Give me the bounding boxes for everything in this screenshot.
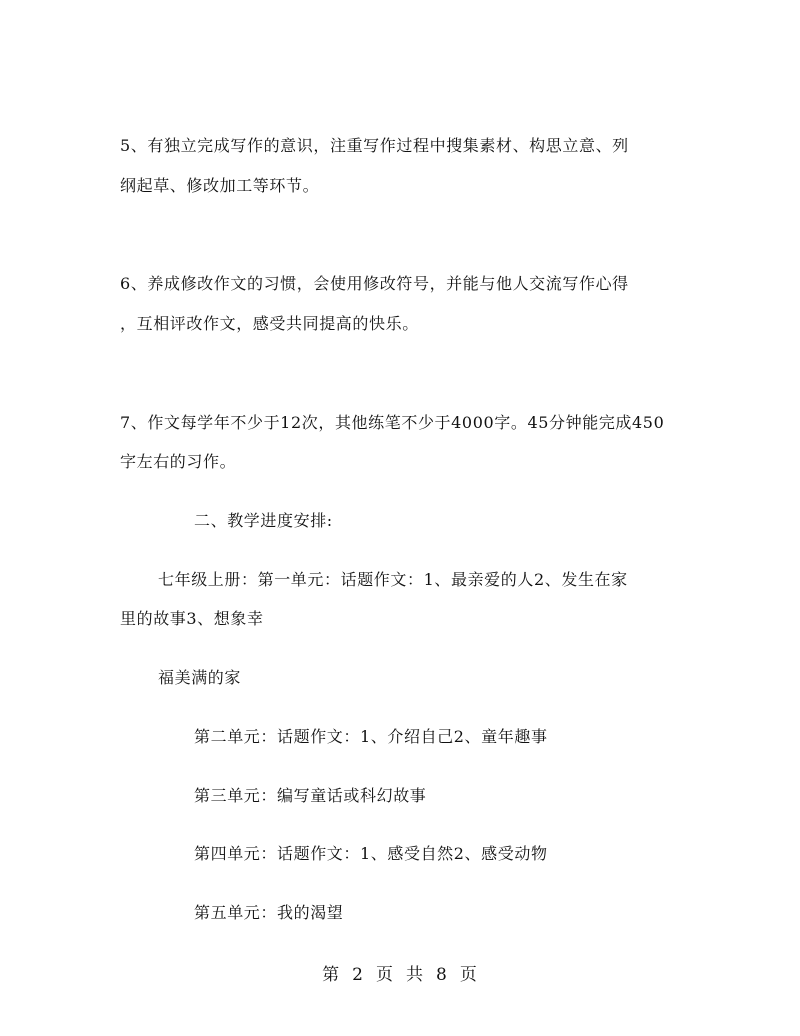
grade-block-line-1: 七年级上册：第一单元：话题作文：1、最亲爱的人2、发生在家: [158, 570, 628, 589]
paragraph-6-line-1: 6、养成修改作文的习惯，会使用修改符号，并能与他人交流写作心得: [120, 274, 629, 293]
paragraph-5-line-2: 纲起草、修改加工等环节。: [120, 176, 320, 195]
unit-5: 第五单元：我的渴望: [194, 903, 344, 922]
grade-block-line-2: 里的故事3、想象幸: [120, 609, 264, 628]
grade-block-continuation: 福美满的家: [158, 668, 242, 687]
unit-2: 第二单元：话题作文：1、介绍自己2、童年趣事: [194, 727, 548, 746]
footer-label-page-unit: 页: [376, 965, 394, 985]
footer-label-total-unit: 页: [459, 965, 478, 985]
paragraph-6-line-2: ，互相评改作文，感受共同提高的快乐。: [120, 314, 419, 333]
footer-label-total: 共: [406, 965, 424, 985]
paragraph-5-line-1: 5、有独立完成写作的意识，注重写作过程中搜集素材、构思立意、列: [120, 136, 629, 155]
footer-total-pages: 8: [436, 965, 448, 985]
paragraph-7-line-2: 字左右的习作。: [120, 452, 237, 471]
section-heading: 二、教学进度安排:: [194, 511, 333, 530]
unit-3: 第三单元：编写童话或科幻故事: [194, 786, 427, 805]
paragraph-7-line-1: 7、作文每学年不少于12次，其他练笔不少于4000字。45分钟能完成450: [120, 413, 665, 432]
unit-4: 第四单元：话题作文：1、感受自然2、感受动物: [194, 844, 548, 863]
footer-label-page: 第: [322, 965, 341, 985]
footer-current-page: 2: [352, 965, 364, 985]
page-footer: [0, 964, 800, 986]
